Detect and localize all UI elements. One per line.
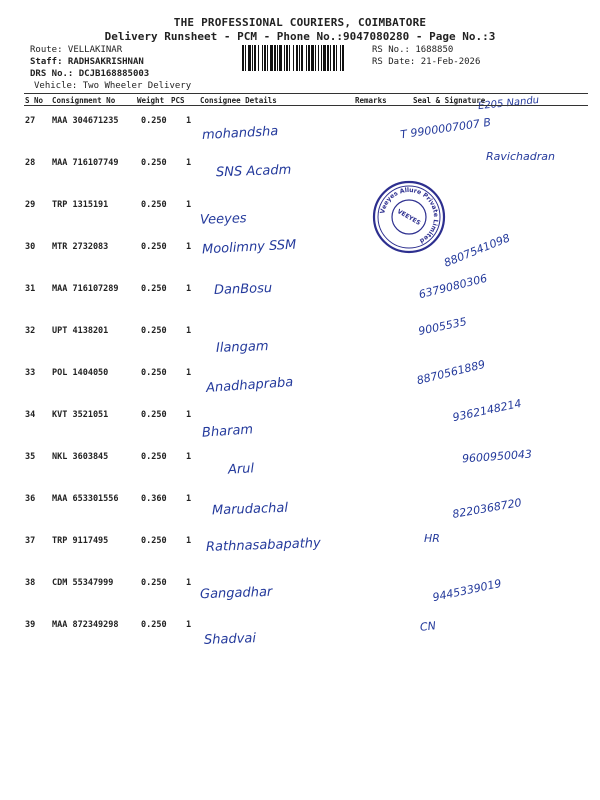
consignee-handwritten-name: Rathnasabapathy: [205, 536, 321, 555]
col-sno-header: S No: [25, 96, 44, 105]
row-weight: 0.250: [141, 200, 167, 210]
col-seal-header: Seal & Signature: [413, 96, 486, 105]
row-pieces: 1: [186, 200, 192, 210]
consignee-handwritten-name: mohandsha: [201, 124, 279, 143]
row-consignment-number: KVT 3521051: [52, 410, 109, 420]
signature-handwriting: 6379080306: [417, 271, 489, 302]
consignee-handwritten-name: Veeyes: [199, 211, 247, 228]
signature-handwriting: HR: [424, 532, 440, 545]
row-consignment-number: CDM 55347999: [52, 578, 114, 588]
row-pieces: 1: [186, 620, 192, 630]
row-serial-number: 29: [25, 200, 36, 210]
row-weight: 0.360: [141, 494, 167, 504]
signature-handwriting: T 9900007007 B: [399, 115, 492, 142]
company-title: THE PROFESSIONAL COURIERS, COIMBATORE: [173, 16, 427, 29]
vehicle-text: Vehicle: Two Wheeler Delivery: [34, 81, 192, 91]
rs-date: RS Date: 21-Feb-2026: [372, 57, 481, 67]
row-weight: 0.250: [141, 158, 167, 168]
signature-handwriting: 8807541098: [442, 231, 512, 270]
consignee-handwritten-name: Arul: [227, 461, 255, 478]
row-weight: 0.250: [141, 410, 167, 420]
stamp-ring-text: Veeyes Allure Private Limited: [379, 186, 440, 245]
header-rule-top: [24, 93, 588, 94]
signature-handwriting: Ravichadran: [486, 150, 555, 163]
row-serial-number: 34: [25, 410, 36, 420]
row-weight: 0.250: [141, 242, 167, 252]
row-pieces: 1: [186, 452, 192, 462]
row-weight: 0.250: [141, 620, 167, 630]
row-pieces: 1: [186, 410, 192, 420]
row-serial-number: 35: [25, 452, 36, 462]
col-consignee-header: Consignee Details: [200, 96, 277, 105]
signature-handwriting: CN: [419, 619, 437, 634]
consignee-handwritten-name: Marudachal: [211, 500, 289, 519]
row-weight: 0.250: [141, 536, 167, 546]
row-consignment-number: POL 1404050: [52, 368, 109, 378]
company-seal-stamp: [372, 180, 446, 254]
table-row: [24, 271, 588, 317]
row-serial-number: 32: [25, 326, 36, 336]
consignee-handwritten-name: Ilangam: [215, 339, 269, 356]
row-serial-number: 27: [25, 116, 36, 126]
row-consignment-number: MTR 2732083: [52, 242, 109, 252]
row-serial-number: 36: [25, 494, 36, 504]
signature-handwriting: 8870561889: [415, 357, 487, 388]
row-serial-number: 30: [25, 242, 36, 252]
row-pieces: 1: [186, 368, 192, 378]
table-row: [24, 444, 588, 485]
drs-number: DRS No.: DCJB168885003: [30, 69, 150, 79]
consignee-handwritten-name: DanBosu: [213, 280, 273, 299]
consignee-handwritten-name: Anadhapraba: [205, 374, 294, 397]
col-weight-header: Weight: [137, 96, 165, 105]
row-serial-number: 33: [25, 368, 36, 378]
consignee-handwritten-name: SNS Acadm: [215, 162, 292, 181]
table-row: [24, 231, 588, 275]
row-consignment-number: MAA 872349298: [52, 620, 119, 630]
row-consignment-number: TRP 1315191: [52, 200, 109, 210]
route-text: Route: VELLAKINAR: [30, 45, 123, 55]
row-pieces: 1: [186, 536, 192, 546]
row-consignment-number: TRP 9117495: [52, 536, 109, 546]
col-remarks-header: Remarks: [355, 96, 387, 105]
table-row: [24, 150, 588, 191]
row-weight: 0.250: [141, 116, 167, 126]
col-pcs-header: PCS: [171, 96, 185, 105]
row-consignment-number: NKL 3603845: [52, 452, 109, 462]
table-row: [24, 528, 588, 569]
row-weight: 0.250: [141, 578, 167, 588]
row-pieces: 1: [186, 578, 192, 588]
consignee-handwritten-name: Shadvai: [203, 631, 257, 648]
table-row: [24, 570, 588, 611]
table-row: [24, 612, 588, 653]
handwritten-top-note: E205 Nandu: [477, 94, 540, 113]
runsheet-subtitle: Delivery Runsheet - PCM - Phone No.:9047080280 - Page No.:3: [104, 30, 496, 43]
rs-number: RS No.: 1688850: [372, 45, 454, 55]
stamp-center-text: VEEYES: [395, 207, 422, 227]
consignee-handwritten-name: Gangadhar: [199, 584, 273, 603]
col-consignment-header: Consignment No: [52, 96, 116, 105]
row-pieces: 1: [186, 326, 192, 336]
table-row: [24, 192, 588, 233]
staff-text: Staff: RADHSAKRISHNAN: [30, 57, 144, 67]
row-consignment-number: UPT 4138201: [52, 326, 109, 336]
signature-handwriting: 9362148214: [451, 396, 523, 425]
row-pieces: 1: [186, 284, 192, 294]
row-weight: 0.250: [141, 326, 167, 336]
row-weight: 0.250: [141, 284, 167, 294]
signature-handwriting: 8220368720: [451, 496, 523, 521]
row-serial-number: 39: [25, 620, 36, 630]
table-row: [24, 315, 588, 359]
row-serial-number: 31: [25, 284, 36, 294]
signature-handwriting: 9445339019: [431, 576, 503, 605]
header-rule-bottom: [24, 105, 588, 106]
consignee-handwritten-name: Bharam: [201, 422, 254, 441]
row-pieces: 1: [186, 158, 192, 168]
table-row: [24, 486, 588, 527]
consignee-handwritten-name: Moolimny SSM: [201, 237, 297, 258]
row-pieces: 1: [186, 494, 192, 504]
row-consignment-number: MAA 304671235: [52, 116, 119, 126]
row-consignment-number: MAA 716107289: [52, 284, 119, 294]
table-row: [24, 108, 588, 149]
table-row: [24, 357, 588, 401]
row-serial-number: 37: [25, 536, 36, 546]
row-consignment-number: MAA 653301556: [52, 494, 119, 504]
row-serial-number: 38: [25, 578, 36, 588]
row-weight: 0.250: [141, 452, 167, 462]
row-consignment-number: MAA 716107749: [52, 158, 119, 168]
row-serial-number: 28: [25, 158, 36, 168]
row-pieces: 1: [186, 116, 192, 126]
signature-handwriting: 9600950043: [461, 447, 533, 466]
signature-handwriting: 9005535: [417, 315, 468, 338]
row-weight: 0.250: [141, 368, 167, 378]
table-row: [24, 396, 588, 443]
barcode: [242, 45, 367, 71]
row-pieces: 1: [186, 242, 192, 252]
